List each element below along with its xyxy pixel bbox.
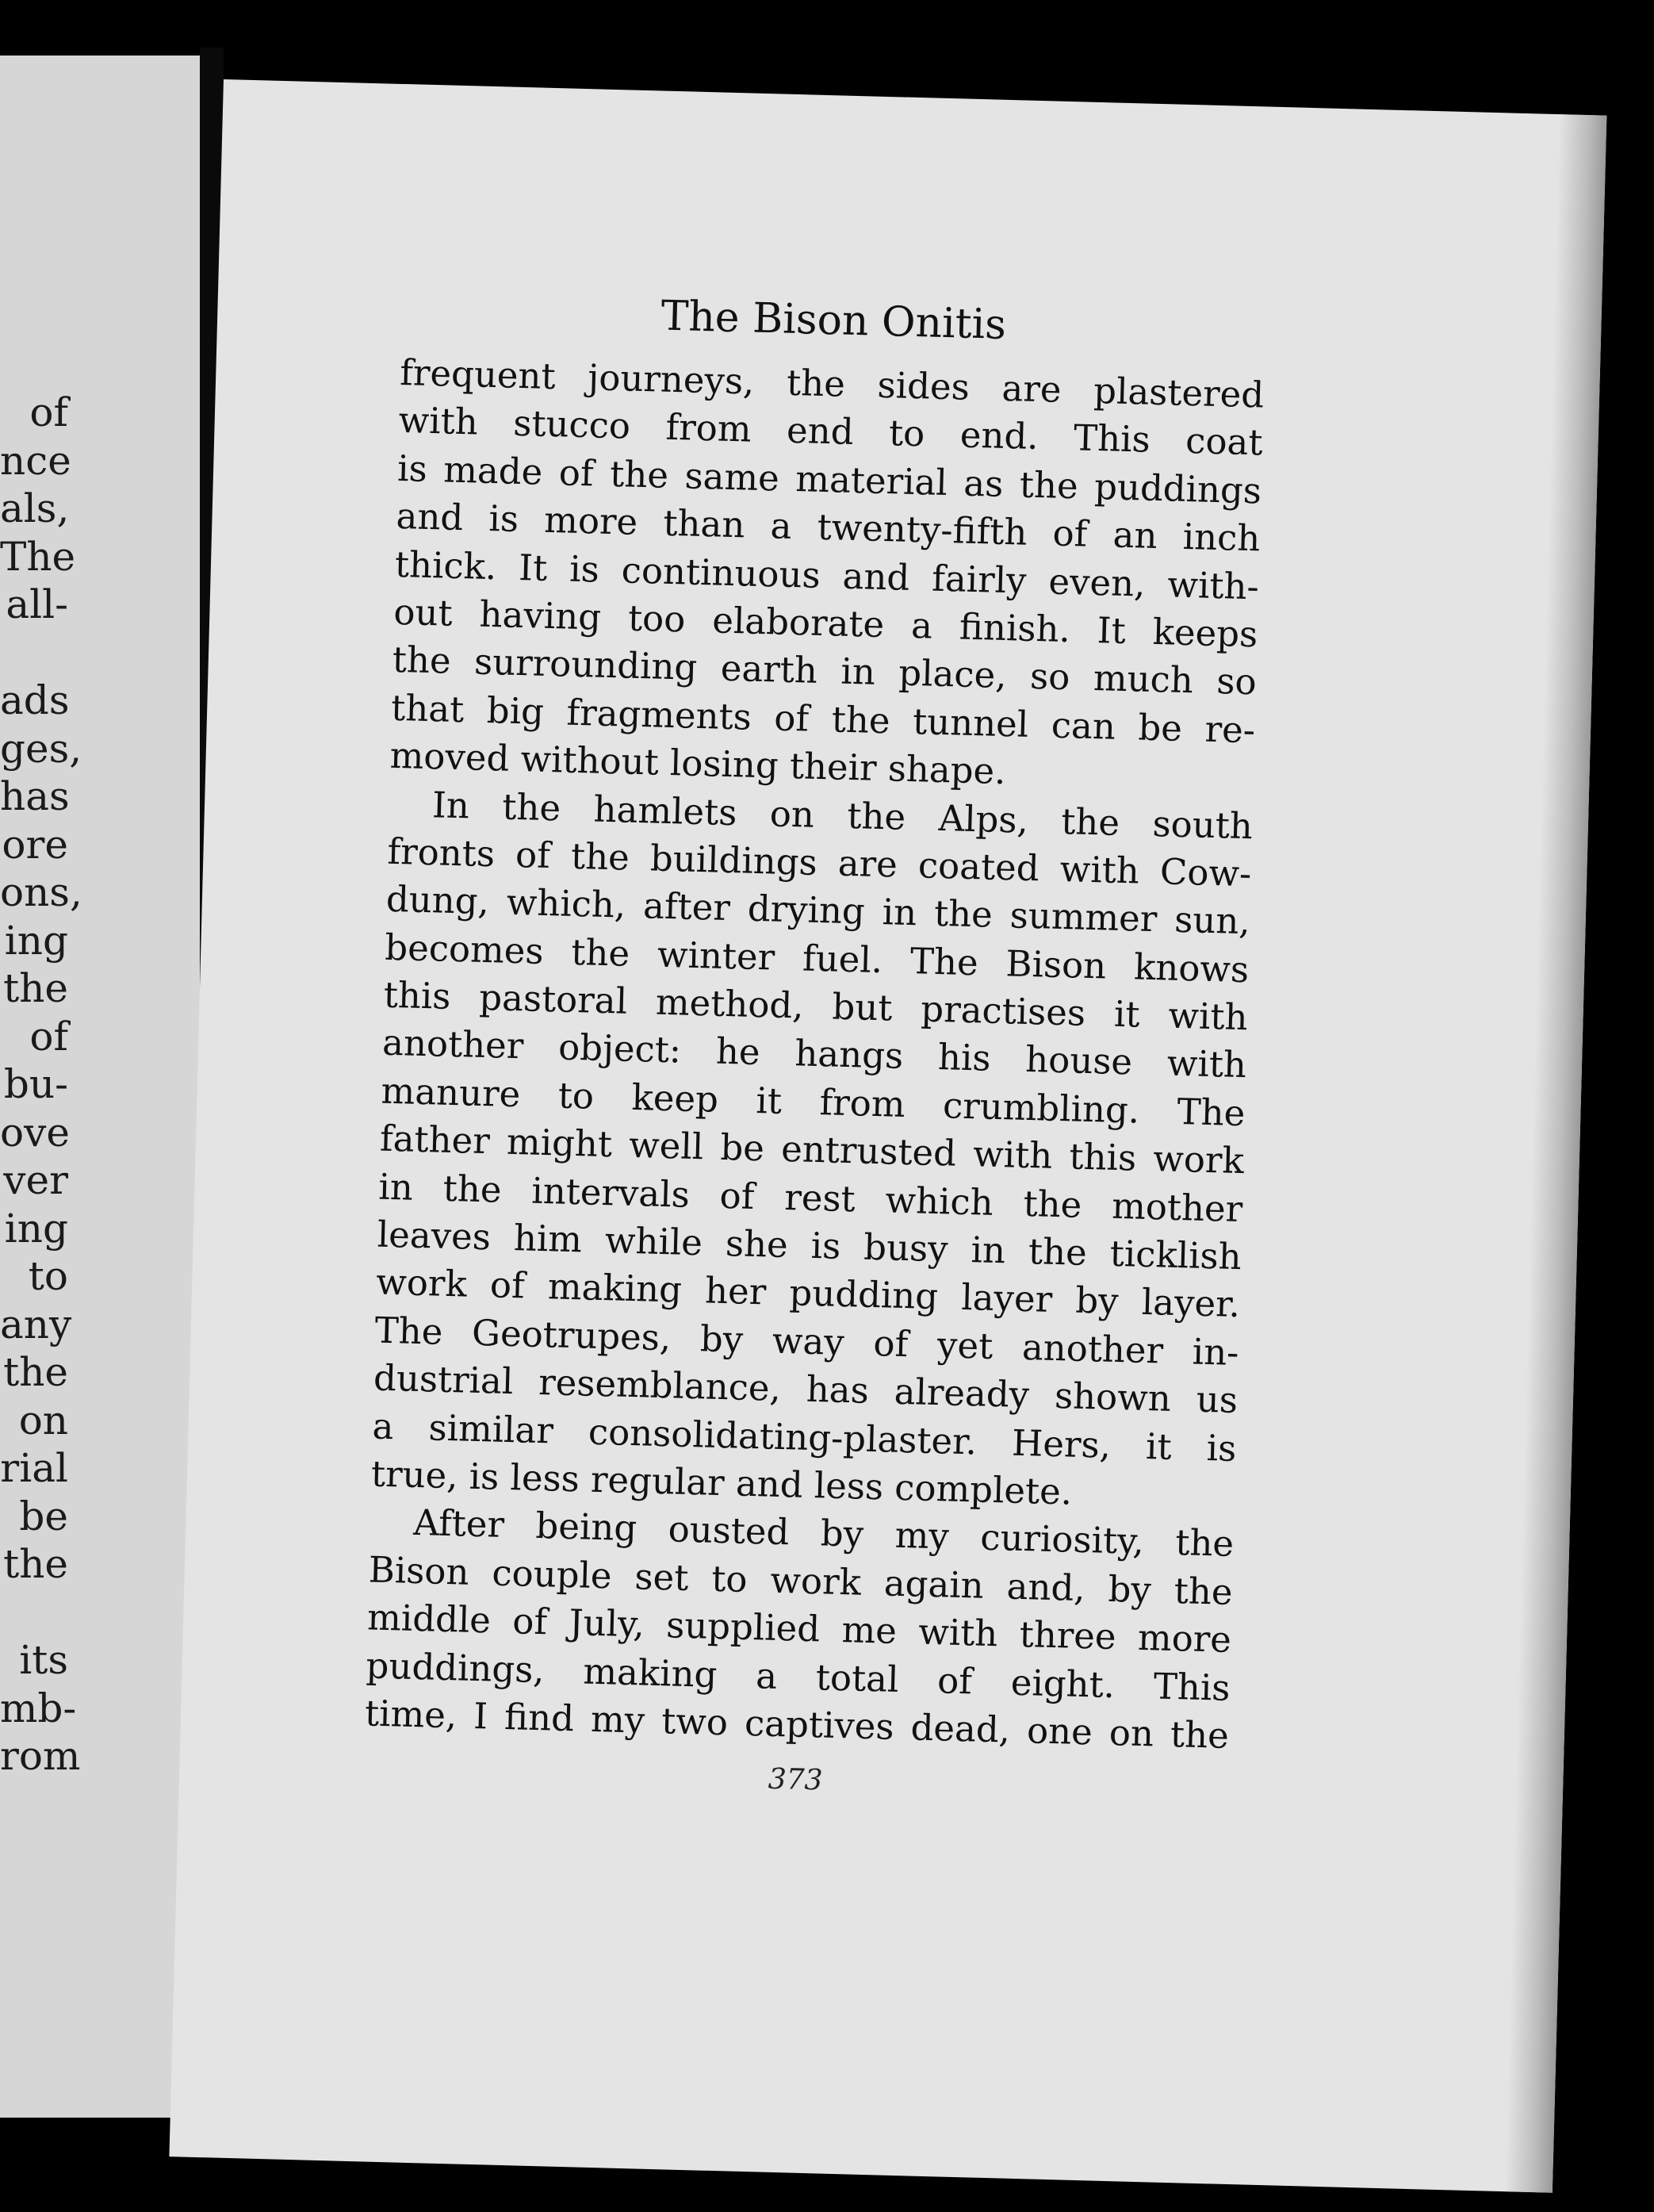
left-text-line bbox=[0, 629, 68, 677]
text-line: frequent journeys, the sides are plastered bbox=[399, 351, 1265, 416]
page-edge-shading bbox=[1505, 114, 1607, 2193]
left-text-line: ons, bbox=[0, 869, 82, 915]
text-line: thick. It is continuous and fairly even, with- bbox=[394, 542, 1260, 608]
left-text-line: rom bbox=[0, 1733, 81, 1779]
left-text-line: the bbox=[3, 1349, 68, 1395]
body-text bbox=[364, 349, 1264, 1760]
text-line: a similar consolidating-plaster. Hers, it is bbox=[371, 1405, 1237, 1470]
left-text-line: ore bbox=[2, 821, 68, 868]
page-number: 373 bbox=[768, 1763, 823, 1797]
left-text-line: to bbox=[28, 1253, 68, 1299]
left-text-line: bu- bbox=[3, 1061, 68, 1107]
text-line: work of making her pudding layer by layer. bbox=[375, 1260, 1241, 1326]
left-text-line: of bbox=[29, 1013, 68, 1060]
left-text-line: ing bbox=[4, 917, 68, 964]
left-text-line: has bbox=[0, 773, 70, 819]
text-line: becomes the winter fuel. The Bison knows bbox=[384, 926, 1250, 991]
left-text-line bbox=[0, 1589, 68, 1637]
left-text-line: ove bbox=[0, 1109, 70, 1156]
left-text-line: rial bbox=[0, 1445, 68, 1491]
text-line: Bison couple set to work again and, by the bbox=[368, 1548, 1234, 1613]
left-text-line: of bbox=[29, 389, 68, 435]
left-text-line: ges, bbox=[0, 725, 82, 772]
text-line: dung, which, after drying in the summer sun, bbox=[385, 878, 1251, 943]
text-line: middle of July, supplied me with three more bbox=[366, 1596, 1232, 1662]
text-line: true, is less regular and less complete. bbox=[370, 1452, 1073, 1513]
text-line: and is more than a twenty-fifth of an inch bbox=[395, 495, 1261, 560]
left-text-line: all- bbox=[6, 581, 68, 627]
text-line: the surrounding earth in place, so much so bbox=[392, 638, 1258, 703]
page-content bbox=[363, 270, 1267, 1815]
left-page-text-fragments bbox=[0, 389, 82, 1781]
left-text-line: mb- bbox=[0, 1685, 77, 1731]
text-line: another object: he hangs his house with bbox=[381, 1022, 1247, 1087]
text-line: puddings, making a total of eight. This bbox=[366, 1643, 1231, 1709]
text-line: The Geotrupes, by way of yet another in- bbox=[374, 1309, 1240, 1374]
left-text-line: any bbox=[0, 1301, 72, 1348]
text-line: leaves him while she is busy in the ticklish bbox=[377, 1213, 1242, 1279]
text-line: father might well be entrusted with this work bbox=[379, 1117, 1245, 1183]
left-text-line: the bbox=[3, 965, 68, 1011]
text-line: in the intervals of rest which the mother bbox=[377, 1165, 1243, 1230]
text-line: After being ousted by my curiosity, the bbox=[412, 1501, 1235, 1566]
left-text-line: ver bbox=[3, 1157, 68, 1203]
running-head: The Bison Onitis bbox=[660, 292, 1007, 349]
left-text-line: the bbox=[3, 1541, 68, 1587]
left-text-line: its bbox=[19, 1637, 68, 1683]
text-line: out having too elaborate a finish. It keeps bbox=[392, 590, 1258, 656]
text-line: In the hamlets on the Alps, the south bbox=[431, 783, 1254, 847]
left-text-line: als, bbox=[0, 485, 70, 531]
left-text-line: be bbox=[19, 1493, 68, 1539]
text-line: dustrial resemblance, has already shown us bbox=[373, 1356, 1239, 1422]
right-page bbox=[169, 79, 1606, 2193]
left-text-line: on bbox=[18, 1397, 68, 1443]
text-line: with stucco from end to end. This coat bbox=[398, 399, 1264, 464]
text-line: moved without losing their shape. bbox=[389, 734, 1007, 793]
text-line: time, I find my two captives dead, one on the bbox=[364, 1692, 1230, 1757]
text-line: that big fragments of the tunnel can be re- bbox=[390, 686, 1256, 752]
left-text-line: ing bbox=[4, 1205, 68, 1252]
left-text-line: The bbox=[0, 533, 76, 580]
text-line: this pastoral method, but practises it with bbox=[383, 973, 1249, 1039]
text-line: is made of the same material as the puddings bbox=[396, 447, 1262, 512]
left-text-line: ads bbox=[0, 677, 70, 723]
text-line: fronts of the buildings are coated with Cow- bbox=[386, 830, 1252, 895]
text-line: manure to keep it from crumbling. The bbox=[380, 1069, 1246, 1135]
left-text-line: nce bbox=[0, 437, 71, 484]
